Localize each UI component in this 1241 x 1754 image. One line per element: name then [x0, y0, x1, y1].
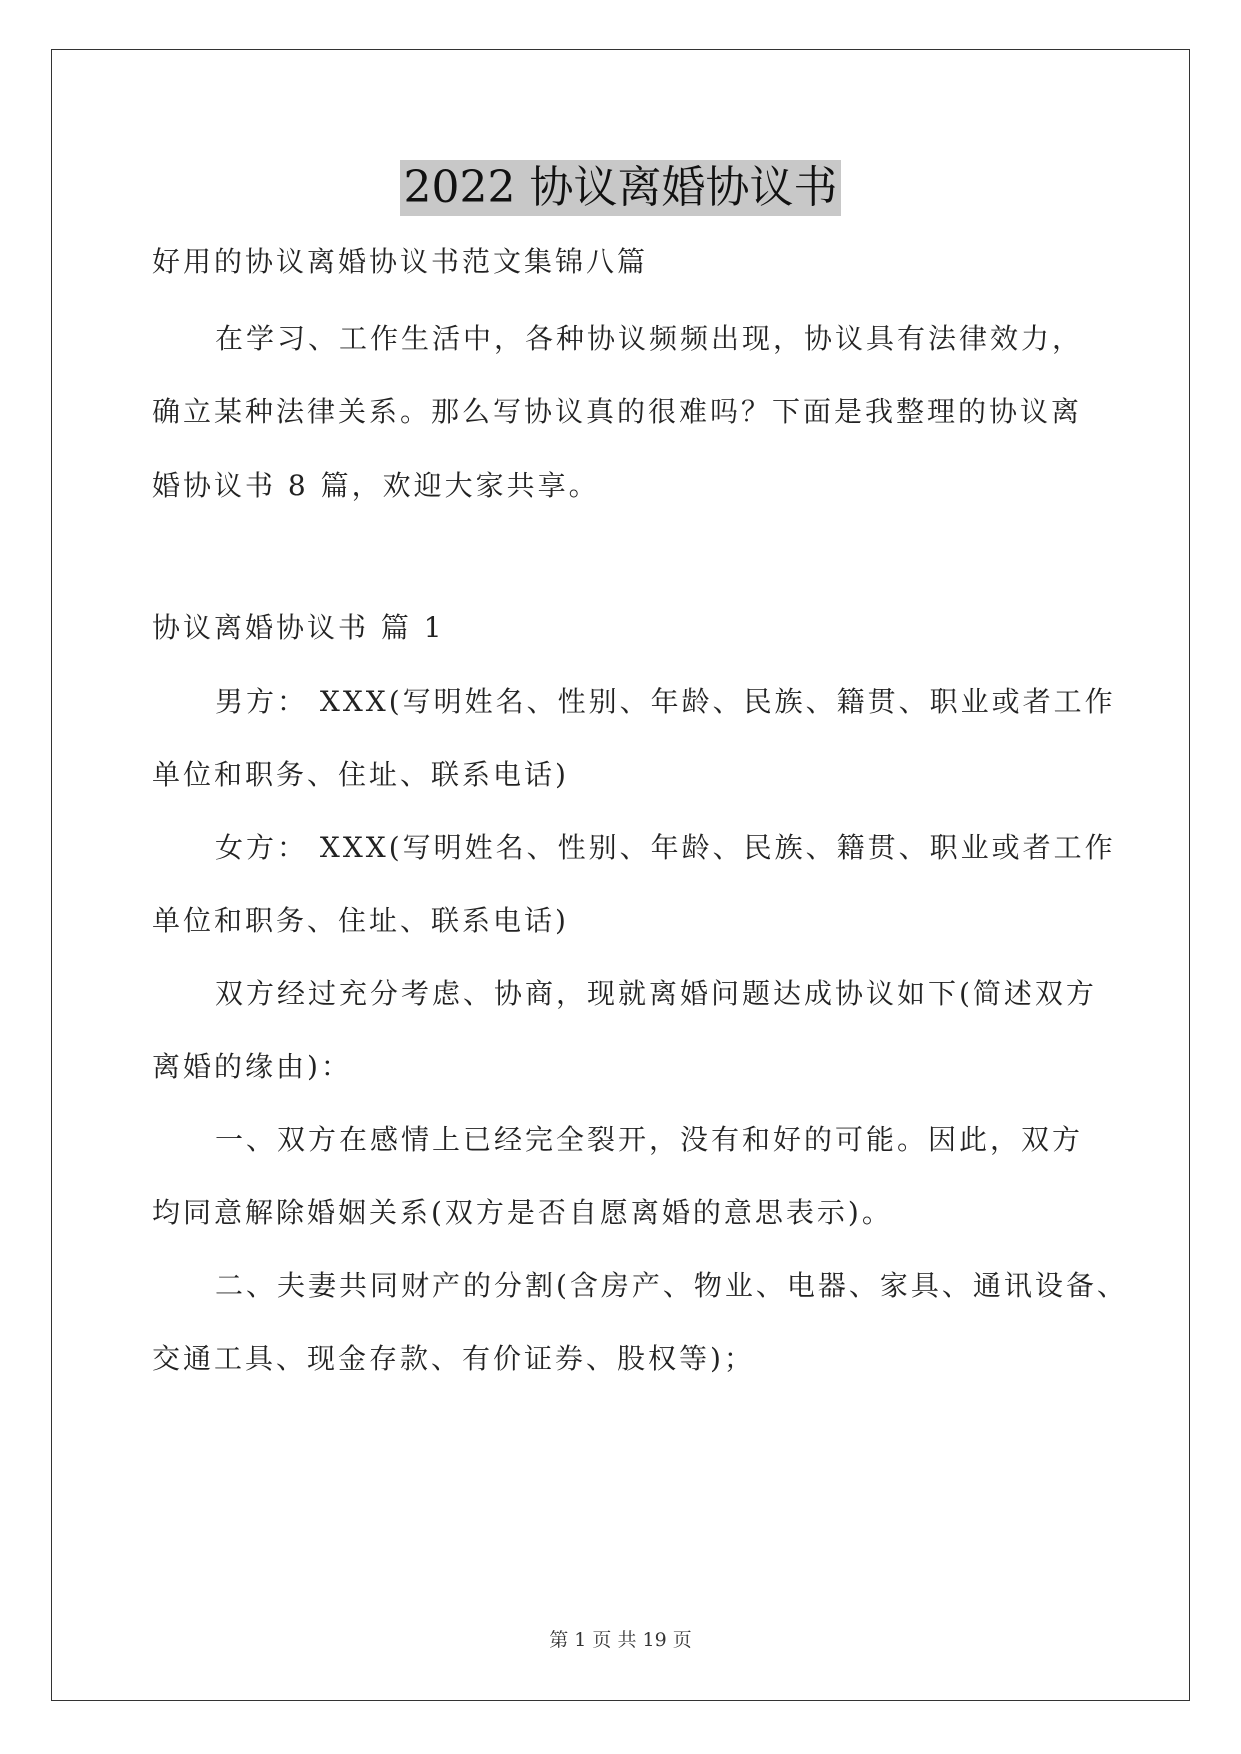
paragraph-line: 均同意解除婚姻关系(双方是否自愿离婚的意思表示)。 — [152, 1196, 893, 1229]
subtitle-line: 好用的协议离婚协议书范文集锦八篇 — [152, 245, 649, 278]
paragraph-line: 婚协议书 8 篇，欢迎大家共享。 — [152, 469, 600, 502]
paragraph-line: 一、双方在感情上已经完全裂开，没有和好的可能。因此，双方 — [215, 1123, 1084, 1156]
page-border — [51, 49, 1190, 1701]
paragraph-line: 单位和职务、住址、联系电话) — [152, 758, 569, 791]
paragraph-line: 男方： XXX(写明姓名、性别、年龄、民族、籍贯、职业或者工作 — [215, 685, 1116, 718]
paragraph-line: 确立某种法律关系。那么写协议真的很难吗？下面是我整理的协议离 — [152, 395, 1083, 428]
paragraph-line: 女方： XXX(写明姓名、性别、年龄、民族、籍贯、职业或者工作 — [215, 831, 1116, 864]
paragraph-line: 交通工具、现金存款、有价证券、股权等)； — [152, 1342, 755, 1375]
paragraph-line: 二、夫妻共同财产的分割(含房产、物业、电器、家具、通讯设备、 — [215, 1269, 1128, 1302]
paragraph-line: 单位和职务、住址、联系电话) — [152, 904, 569, 937]
paragraph-line: 离婚的缘由)： — [152, 1050, 352, 1083]
page-footer: 第 1 页 共 19 页 — [549, 1629, 692, 1651]
document-title: 2022 协议离婚协议书 — [400, 160, 842, 216]
paragraph-line: 双方经过充分考虑、协商，现就离婚问题达成协议如下(简述双方 — [215, 977, 1097, 1010]
paragraph-line: 在学习、工作生活中，各种协议频频出现，协议具有法律效力， — [215, 322, 1084, 355]
section-heading: 协议离婚协议书 篇 1 — [152, 611, 445, 644]
title-container — [0, 160, 1241, 216]
